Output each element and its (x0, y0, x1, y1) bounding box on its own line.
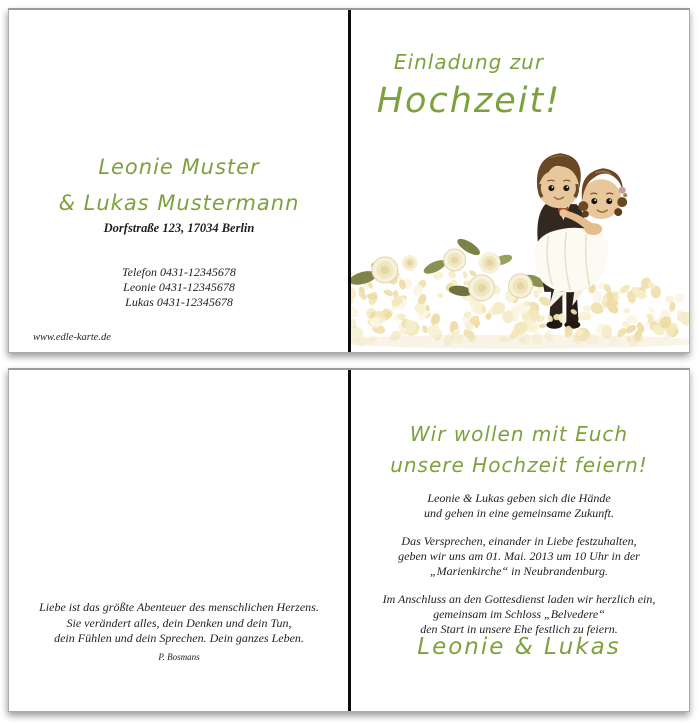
quote-author: P. Bosmans (158, 651, 200, 662)
wedding-couple-figurine-photo (349, 140, 689, 352)
text-line: den Start in unsere Ehe festlich zu feiern. (420, 622, 618, 636)
invitation-paragraph (349, 491, 689, 521)
publisher-website: www.edle-karte.de (33, 332, 111, 343)
card-fold-divider (348, 370, 351, 711)
card-outside-panel (8, 8, 690, 353)
quote-line: Sie verändert alles, dein Denken und dein Tun, (66, 615, 292, 630)
couple-name-line2: & Lukas Mustermann (58, 191, 300, 215)
text-line: Leonie & Lukas geben sich die Hände (427, 491, 611, 505)
phone-block (9, 265, 349, 310)
card-front-page (349, 10, 689, 352)
text-line: Im Anschluss an den Gottesdienst laden wir herzlich ein, (382, 592, 656, 606)
phone-line: Leonie 0431-12345678 (123, 280, 235, 294)
phone-line: Telefon 0431-12345678 (122, 265, 236, 279)
phone-line: Lukas 0431-12345678 (125, 295, 233, 309)
address-line: Dorfstraße 123, 17034 Berlin (103, 221, 255, 235)
quote-line: Liebe ist das größte Abenteuer des menschlichen Herzens. (39, 600, 319, 614)
couple-names (9, 149, 349, 221)
text-line: geben wir uns am 01. Mai. 2013 um 10 Uhr in der (398, 549, 640, 563)
card-back-page (9, 10, 349, 352)
invitation-paragraph (349, 534, 689, 579)
wedding-photo-svg (349, 140, 689, 352)
inside-heading-line1: Wir wollen mit Euch (409, 422, 629, 446)
text-line: Das Versprechen, einander in Liebe festzuhalten, (401, 534, 637, 548)
text-line: „Marienkirche“ in Neubrandenburg. (429, 564, 609, 578)
invitation-text (349, 491, 689, 650)
inside-left-page (9, 370, 349, 711)
invitation-paragraph (349, 592, 689, 637)
inside-heading (349, 419, 689, 481)
signature-names: Leonie & Lukas (417, 634, 621, 660)
inside-right-page (349, 370, 689, 711)
front-heading-large: Hochzeit! (376, 81, 562, 121)
card-fold-divider (348, 10, 351, 352)
front-heading-small: Einladung zur (393, 50, 545, 74)
text-line: gemeinsam im Schloss „Belvedere“ (433, 607, 605, 621)
couple-name-line1: Leonie Muster (98, 155, 260, 179)
card-inside-panel (8, 368, 690, 712)
inside-heading-line2: unsere Hochzeit feiern! (390, 453, 648, 477)
text-line: und gehen in eine gemeinsame Zukunft. (424, 506, 614, 520)
quote-line: dein Fühlen und dein Sprechen. Dein ganzes Leben. (54, 631, 304, 645)
quote-block (9, 600, 349, 665)
